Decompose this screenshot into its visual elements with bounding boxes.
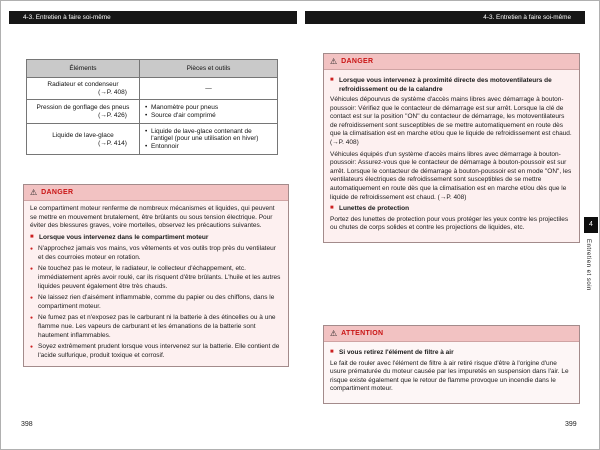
table-row: [27, 100, 278, 124]
danger-paragraph: Véhicules équipés d'un système d'accès mains libres avec démarrage à bouton-poussoir: Assurez-vous que le contacteur de démarrage à bouton-poussoir est sur arrêt. Lorsque le contacteur de démarrage à bouton-poussoir est en mode "ON", les ventilateurs électriques de refroidissement sont susceptibles de se mettre automatiquement en route dès que la climatisation est en marche et/ou dès que le liquide de refroidissement est chaud. (→P. 408): [330, 150, 572, 201]
tool-item: • Source d'air comprimé: [144, 112, 273, 119]
danger-box-left: [23, 184, 289, 367]
attention-text: Le fait de rouler avec l'élément de filtre à air retiré risque d'être à l'origine d'une usure prématurée du moteur causée par les impuretés en suspension dans l'air. Le risque existe également que le retour de flamme provoque un incendie dans le compartiment moteur.: [330, 359, 569, 393]
cell-tools: [139, 100, 277, 124]
danger-bullet: ● N'approchez jamais vos mains, vos vêtements et vos outils trop près du ventilateur et des courroies moteur en rotation.: [30, 245, 282, 262]
table-row: [27, 124, 278, 155]
danger-label: DANGER: [41, 189, 74, 196]
cell-tools: [139, 78, 277, 100]
danger-header: [324, 54, 579, 70]
danger-bullet: ● Ne touchez pas le moteur, le radiateur, le collecteur d'échappement, etc. immédiatement après avoir roulé, car ils risquent d'être brûlants. L'huile et les autres liquides peuvent également être très chauds.: [30, 265, 282, 291]
element-name: Radiateur et condenseur: [47, 81, 119, 88]
tool-item: • Entonnoir: [144, 143, 273, 150]
maintenance-table: [26, 59, 278, 155]
danger-label: DANGER: [341, 58, 374, 65]
danger-section-title: ■ Lunettes de protection: [330, 205, 573, 214]
element-name: Pression de gonflage des pneus: [36, 104, 130, 111]
danger-section-title: ■ Lorsque vous intervenez à proximité directe des motoventilateurs de refroidissement ou de la calandre: [330, 77, 573, 94]
warning-triangle-icon: [330, 330, 337, 338]
right-page-header: [305, 11, 585, 24]
attention-body: [324, 342, 579, 403]
tool-item: • Liquide de lave-glace contenant de l'antigel (pour une utilisation en hiver): [144, 128, 273, 142]
cell-element: [27, 100, 140, 124]
danger-header: [24, 185, 288, 201]
danger-box-right: [323, 53, 580, 243]
attention-header: [324, 326, 579, 342]
danger-body: [324, 70, 579, 242]
table-header-row: [27, 60, 278, 78]
danger-paragraph: Véhicules dépourvus de système d'accès mains libres avec démarrage à bouton-poussoir: Vérifiez que le contacteur de démarrage est sur arrêt. Lorsque la clé de contact est sur la position "ON" du contacteur de démarrage, les motoventilateurs de refroidissement sont susceptibles de se mettre automatiquement en route dès que la climatisation est en marche et/ou que le liquide de refroidissement est chaud. (→P. 408): [330, 96, 572, 147]
column-header-tools: Pièces et outils: [139, 60, 277, 78]
attention-box: [323, 325, 580, 404]
attention-section-title: ■ Si vous retirez l'élément de filtre à air: [330, 349, 573, 358]
chapter-tab: 4: [584, 217, 598, 233]
cell-element: [27, 124, 140, 155]
attention-label: ATTENTION: [341, 330, 384, 337]
page-number-left: 398: [21, 421, 33, 428]
right-page-header-title: 4-3. Entretien à faire soi-même: [483, 14, 571, 21]
cell-tools: [139, 124, 277, 155]
danger-body: [24, 201, 288, 366]
warning-triangle-icon: [30, 189, 37, 197]
element-name: Liquide de lave-glace: [52, 131, 114, 139]
left-page-header: [9, 11, 297, 24]
chapter-title-vertical: Entretien et soin: [585, 239, 591, 291]
page-number-right: 399: [565, 421, 577, 428]
page-reference: (→P. 414): [98, 139, 127, 147]
danger-bullet: ● Ne fumez pas et n'exposez pas le carburant ni la batterie à des étincelles ou à une flamme nue. Les vapeurs de carburant et les émanations de la batterie sont hautement inflammables.: [30, 314, 282, 340]
table-row: [27, 78, 278, 100]
warning-triangle-icon: [330, 58, 337, 66]
danger-bullet: ● Ne laissez rien d'aisément inflammable, comme du papier ou des chiffons, dans le compartiment moteur.: [30, 294, 282, 311]
danger-section-title: ■ Lorsque vous intervenez dans le compartiment moteur: [30, 234, 282, 243]
no-tools-dash: —: [205, 85, 212, 92]
column-header-elements: Éléments: [27, 60, 140, 78]
cell-element: [27, 78, 140, 100]
tool-item: • Manomètre pour pneus: [144, 104, 273, 111]
left-page-header-title: 4-3. Entretien à faire soi-même: [23, 14, 111, 21]
page-reference: (→P. 408): [98, 89, 127, 96]
danger-bullet: ● Soyez extrêmement prudent lorsque vous intervenez sur la batterie. Elle contient de l'acide sulfurique, produit toxique et corrosif.: [30, 343, 282, 360]
danger-intro: Le compartiment moteur renferme de nombreux mécanismes et liquides, qui peuvent se mettre en mouvement brutalement, être brûlants ou sous tension électrique. Pour éviter des blessures graves, voire mortelles, observez les précautions suivantes.: [30, 205, 275, 230]
page-reference: (→P. 426): [98, 112, 127, 119]
danger-paragraph: Portez des lunettes de protection pour vous protéger les yeux contre les projectiles ou chutes de corps solides et contre les projections de liquides, etc.: [330, 215, 569, 232]
